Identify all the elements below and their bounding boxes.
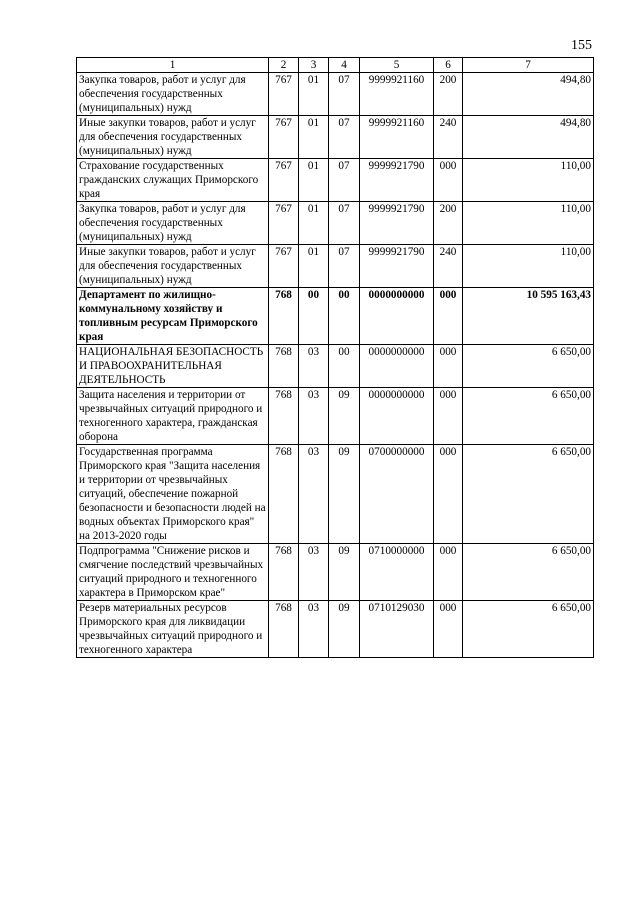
row-expense-type: 200 [434, 202, 463, 245]
row-amount: 10 595 163,43 [463, 288, 594, 345]
row-subsection-code: 07 [329, 73, 360, 116]
row-expense-type: 240 [434, 245, 463, 288]
row-expense-type: 200 [434, 73, 463, 116]
row-subsection-code: 07 [329, 116, 360, 159]
row-target-code: 0000000000 [360, 345, 434, 388]
table-row [77, 601, 594, 658]
row-section-code: 01 [299, 159, 329, 202]
header-col-5: 5 [360, 58, 434, 73]
row-target-code: 0700000000 [360, 445, 434, 544]
table-row [77, 202, 594, 245]
header-col-4: 4 [329, 58, 360, 73]
row-amount: 6 650,00 [463, 445, 594, 544]
row-amount: 110,00 [463, 245, 594, 288]
row-amount: 494,80 [463, 116, 594, 159]
row-expense-type: 000 [434, 288, 463, 345]
row-name: Страхование государственных гражданских служащих Приморского края [77, 159, 269, 202]
row-ministry-code: 768 [269, 445, 299, 544]
row-name: Иные закупки товаров, работ и услуг для обеспечения государственных (муниципальных) нужд [77, 116, 269, 159]
header-col-6: 6 [434, 58, 463, 73]
header-col-3: 3 [299, 58, 329, 73]
table-row [77, 388, 594, 445]
row-subsection-code: 09 [329, 601, 360, 658]
table-row [77, 73, 594, 116]
table-row [77, 288, 594, 345]
header-row [77, 58, 594, 73]
row-amount: 6 650,00 [463, 345, 594, 388]
row-target-code: 9999921160 [360, 116, 434, 159]
row-name: Защита населения и территории от чрезвычайных ситуаций природного и техногенного характера, гражданская оборона [77, 388, 269, 445]
header-col-7: 7 [463, 58, 594, 73]
row-expense-type: 000 [434, 345, 463, 388]
row-amount: 110,00 [463, 159, 594, 202]
row-target-code: 9999921160 [360, 73, 434, 116]
row-section-code: 01 [299, 116, 329, 159]
table-row [77, 445, 594, 544]
row-expense-type: 000 [434, 445, 463, 544]
row-target-code: 9999921790 [360, 202, 434, 245]
header-col-2: 2 [269, 58, 299, 73]
row-target-code: 9999921790 [360, 159, 434, 202]
row-amount: 6 650,00 [463, 601, 594, 658]
row-name: НАЦИОНАЛЬНАЯ БЕЗОПАСНОСТЬ И ПРАВООХРАНИТЕЛЬНАЯ ДЕЯТЕЛЬНОСТЬ [77, 345, 269, 388]
row-ministry-code: 768 [269, 288, 299, 345]
row-section-code: 00 [299, 288, 329, 345]
row-name: Департамент по жилищно-коммунальному хозяйству и топливным ресурсам Приморского края [77, 288, 269, 345]
row-target-code: 0710000000 [360, 544, 434, 601]
row-subsection-code: 09 [329, 445, 360, 544]
row-ministry-code: 768 [269, 345, 299, 388]
row-expense-type: 000 [434, 159, 463, 202]
row-target-code: 9999921790 [360, 245, 434, 288]
page-number: 155 [571, 38, 592, 53]
row-target-code: 0000000000 [360, 388, 434, 445]
row-ministry-code: 767 [269, 245, 299, 288]
row-subsection-code: 07 [329, 202, 360, 245]
row-ministry-code: 767 [269, 73, 299, 116]
row-subsection-code: 00 [329, 288, 360, 345]
row-name: Государственная программа Приморского края "Защита населения и территории от чрезвычайных ситуаций, обеспечение пожарной безопасности и безопасности людей на водных объектах Приморского края" на 2013-2020 годы [77, 445, 269, 544]
table-row [77, 159, 594, 202]
row-amount: 6 650,00 [463, 388, 594, 445]
row-target-code: 0710129030 [360, 601, 434, 658]
row-expense-type: 000 [434, 601, 463, 658]
row-expense-type: 000 [434, 544, 463, 601]
row-amount: 494,80 [463, 73, 594, 116]
row-section-code: 03 [299, 388, 329, 445]
table-row [77, 345, 594, 388]
row-subsection-code: 07 [329, 245, 360, 288]
row-ministry-code: 768 [269, 388, 299, 445]
row-name: Подпрограмма "Снижение рисков и смягчение последствий чрезвычайных ситуаций природного и техногенного характера в Приморском крае" [77, 544, 269, 601]
row-ministry-code: 767 [269, 116, 299, 159]
row-name: Резерв материальных ресурсов Приморского края для ликвидации чрезвычайных ситуаций природного и техногенного характера [77, 601, 269, 658]
table-row [77, 544, 594, 601]
row-ministry-code: 767 [269, 202, 299, 245]
row-target-code: 0000000000 [360, 288, 434, 345]
row-name: Закупка товаров, работ и услуг для обеспечения государственных (муниципальных) нужд [77, 202, 269, 245]
row-amount: 6 650,00 [463, 544, 594, 601]
row-ministry-code: 767 [269, 159, 299, 202]
row-amount: 110,00 [463, 202, 594, 245]
row-subsection-code: 09 [329, 544, 360, 601]
header-col-1: 1 [77, 58, 269, 73]
row-expense-type: 240 [434, 116, 463, 159]
row-ministry-code: 768 [269, 544, 299, 601]
row-section-code: 03 [299, 445, 329, 544]
budget-table [76, 57, 594, 658]
row-subsection-code: 09 [329, 388, 360, 445]
row-subsection-code: 00 [329, 345, 360, 388]
row-ministry-code: 768 [269, 601, 299, 658]
row-expense-type: 000 [434, 388, 463, 445]
table-row [77, 116, 594, 159]
row-name: Иные закупки товаров, работ и услуг для обеспечения государственных (муниципальных) нужд [77, 245, 269, 288]
row-section-code: 03 [299, 601, 329, 658]
table-row [77, 245, 594, 288]
row-section-code: 03 [299, 544, 329, 601]
row-section-code: 03 [299, 345, 329, 388]
row-section-code: 01 [299, 245, 329, 288]
row-section-code: 01 [299, 73, 329, 116]
row-section-code: 01 [299, 202, 329, 245]
row-subsection-code: 07 [329, 159, 360, 202]
row-name: Закупка товаров, работ и услуг для обеспечения государственных (муниципальных) нужд [77, 73, 269, 116]
